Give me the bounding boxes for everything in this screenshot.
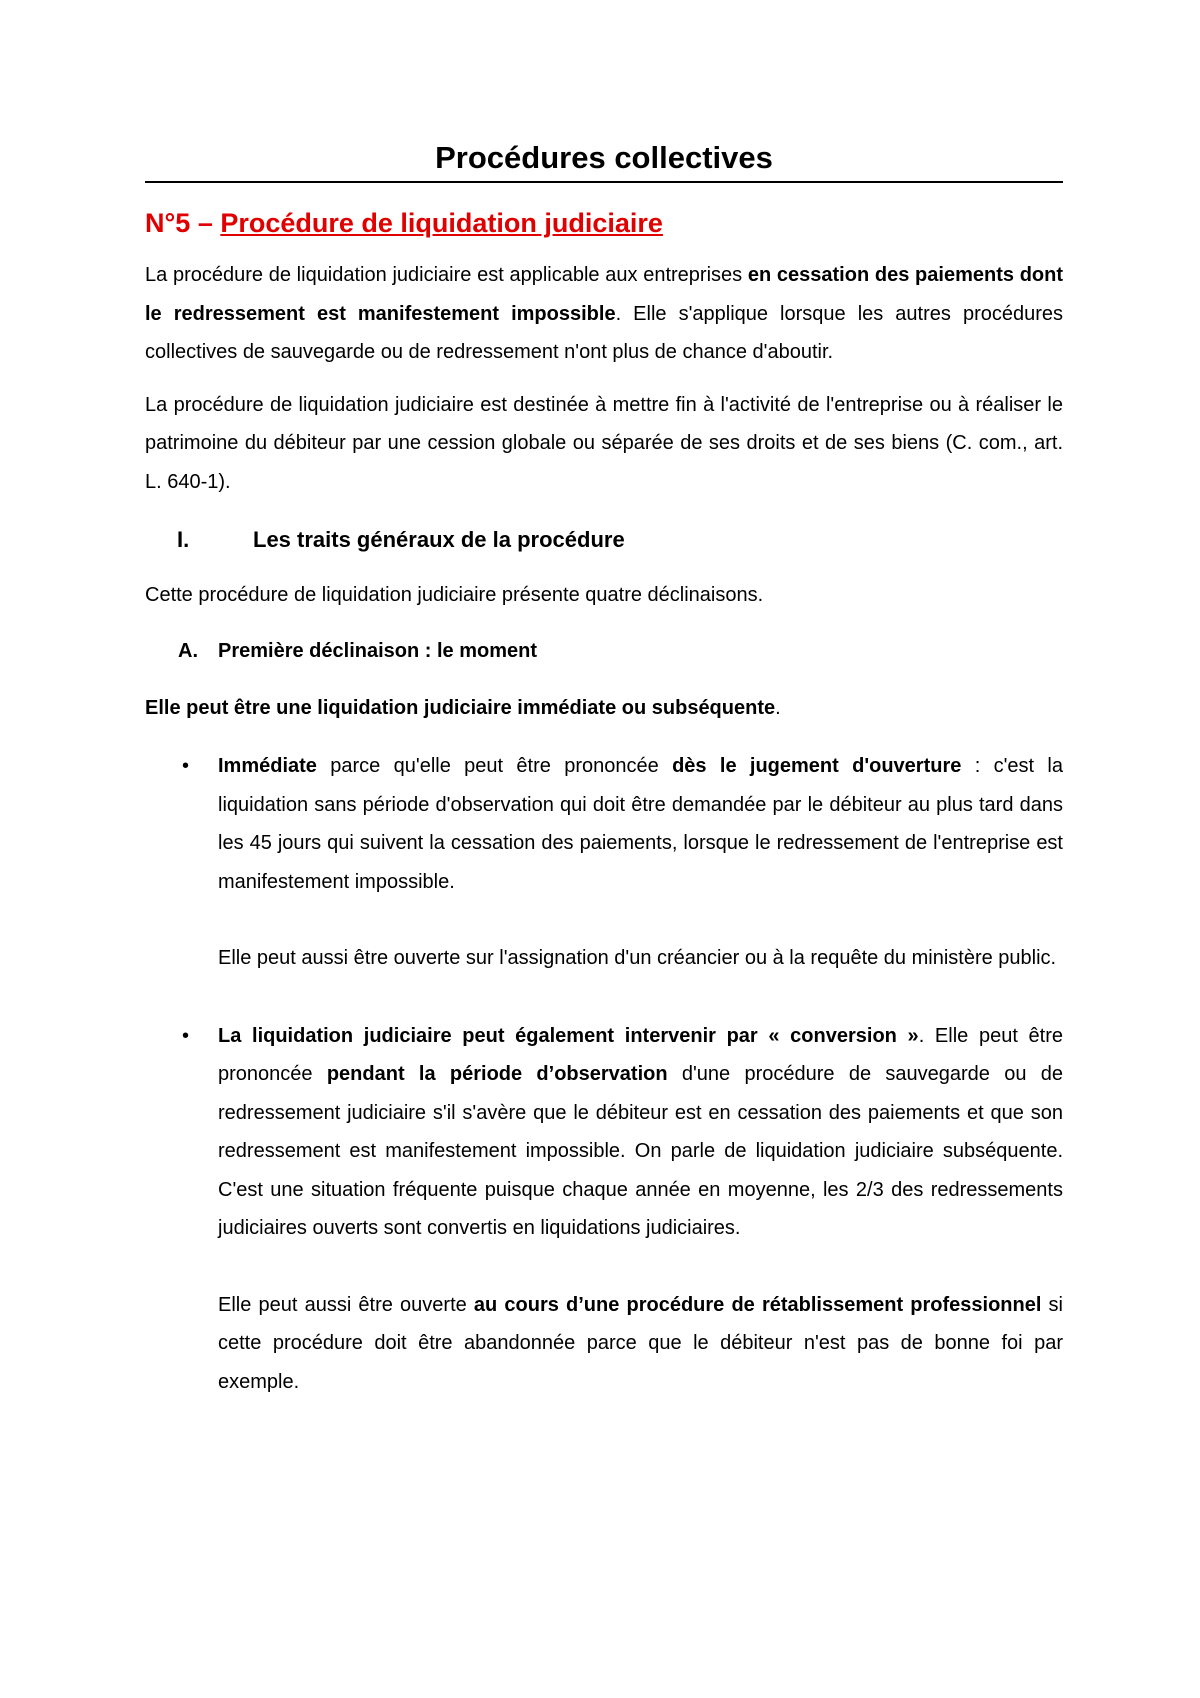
bullet-1-text-b: parce qu'elle peut être prononcée <box>316 755 673 777</box>
section-a-title: Première déclinaison : le moment <box>218 639 537 662</box>
subtitle-number: N°5 – <box>145 208 221 238</box>
bullet-2-text-d: d'une procédure de sauvegarde ou de redressement judiciaire s'il s'avère que le débiteur est en cessation des paiements et que son redressement est manifestement impossible. On parle de liquidation judiciaire subséquente. C'est une situation fréquente puisque chaque année en moyenne, les 2/3 des redressements judiciaires ouverts sont convertis en liquidations judiciaires. <box>218 1063 1064 1239</box>
bullet-icon: • <box>182 755 190 777</box>
intro-p1-text-c: . Elle s'applique lorsque les autres procédures collectives de sauvegarde ou de redressement n'ont plus de chance d'aboutir. <box>145 302 1063 363</box>
bullet-1-paragraph-1 <box>218 747 1063 901</box>
section-i-number: I. <box>177 527 190 552</box>
bullet-icon: • <box>182 1024 190 1047</box>
bullet-1-bold-a: Immédiate <box>218 755 317 777</box>
section-a-heading <box>145 632 1063 670</box>
section-a-lead <box>145 689 1063 728</box>
document-content <box>145 138 1063 1401</box>
bullet-2-paragraph-2 <box>218 1286 1063 1402</box>
section-i-heading <box>145 521 1063 559</box>
bullet-1-paragraph-2: Elle peut aussi être ouverte sur l'assignation d'un créancier ou à la requête du ministère public. <box>218 947 1057 969</box>
bullet-2-paragraph-1 <box>218 1017 1063 1248</box>
section-subtitle <box>145 203 1063 243</box>
bullet-1-bold-c: dès le jugement d'ouverture <box>672 755 962 777</box>
intro-p1-bold: en cessation des paiements dont le redressement est manifestement impossible <box>145 264 1064 325</box>
section-i-intro: Cette procédure de liquidation judiciaire présente quatre déclinaisons. <box>145 584 764 606</box>
section-a-lead-end: . <box>775 696 781 719</box>
list-item-body <box>218 747 1063 978</box>
section-a-lead-bold: Elle peut être une liquidation judiciaire immédiate ou subséquente <box>145 696 776 719</box>
intro-p1-text-a: La procédure de liquidation judiciaire est applicable aux entreprises <box>145 264 748 286</box>
section-a-number: A. <box>178 639 198 662</box>
document-title: Procédures collectives <box>145 138 1063 183</box>
subtitle-text: Procédure de liquidation judiciaire <box>220 208 663 238</box>
bullet-2-p2-bold: au cours d’une procédure de rétablissement professionnel <box>473 1293 1042 1316</box>
bullet-2-bold-a: La liquidation judiciaire peut également intervenir par « conversion » <box>218 1024 919 1047</box>
list-item-body <box>218 1017 1063 1402</box>
bullet-2-text-b: . Elle peut être prononcée <box>218 1024 1064 1085</box>
intro-paragraph-2: La procédure de liquidation judiciaire est destinée à mettre fin à l'activité de l'entreprise ou à réaliser le patrimoine du débiteur par une cession globale ou séparée de ses droits et de ses biens (C. com., art. L. 640-1). <box>145 393 1063 493</box>
section-i-title: Les traits généraux de la procédure <box>253 527 625 552</box>
intro-paragraph-1 <box>145 256 1063 372</box>
list-item <box>145 747 1063 978</box>
bullet-1-text-d: : c'est la liquidation sans période d'observation qui doit être demandée par le débiteur au plus tard dans les 45 jours qui suivent la cessation des paiements, lorsque le redressement de l'entreprise est manifestement impossible. <box>218 755 1063 893</box>
list-item <box>145 1017 1063 1402</box>
bullet-2-p2-text-a: Elle peut aussi être ouverte <box>218 1293 474 1316</box>
bullet-2-bold-c: pendant la période d’observation <box>326 1063 668 1085</box>
bullet-2-p2-text-c: si cette procédure doit être abandonnée parce que le débiteur n'est pas de bonne foi par exemple. <box>218 1293 1064 1393</box>
